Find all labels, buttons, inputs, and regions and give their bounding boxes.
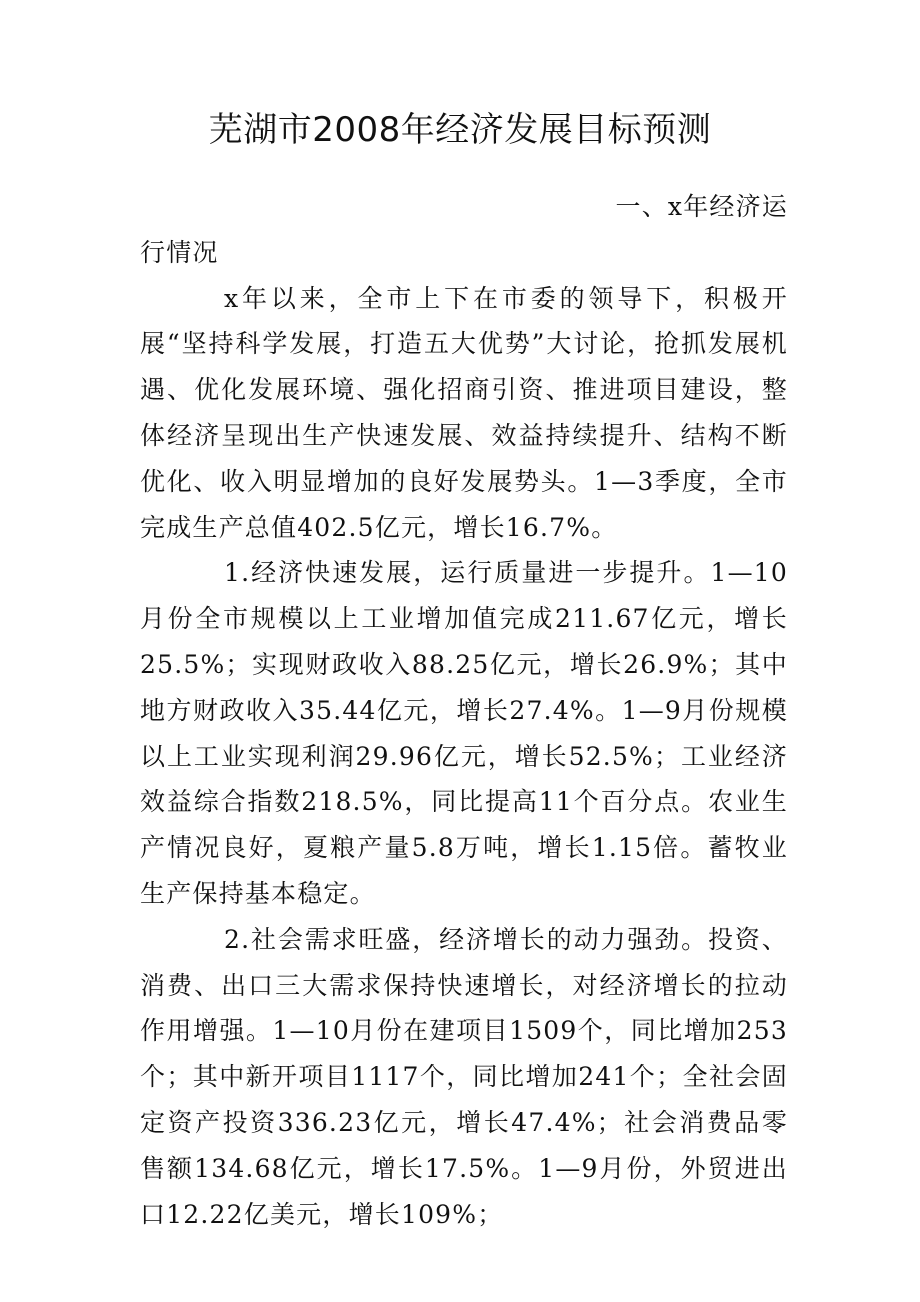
paragraph-economy: 1.经济快速发展，运行质量进一步提升。1—10月份全市规模以上工业增加值完成211.67亿元，增长25.5%；实现财政收入88.25亿元，增长26.9%；其中地方财政收入35.44亿元，增长27.4%。1—9月份规模以上工业实现利润29.96亿元，增长52.5%；工业经济效益综合指数218.5%，同比提高11个百分点。农业生产情况良好，夏粮产量5.8万吨，增长1.15倍。蓄牧业生产保持基本稳定。 xyxy=(140,558,788,908)
paragraph-intro: x年以来，全市上下在市委的领导下，积极开展“坚持科学发展，打造五大优势”大讨论，抢抓发展机遇、优化发展环境、强化招商引资、推进项目建设，整体经济呈现出生产快速发展、效益持续提升、结构不断优化、收入明显增加的良好发展势头。1—3季度，全市完成生产总值402.5亿元，增长16.7%。 xyxy=(140,283,788,542)
document-body xyxy=(140,184,788,1237)
section-heading-line2: 行情况 xyxy=(140,237,219,267)
section-heading-line1: 一、x年经济运 xyxy=(615,192,788,221)
document-title: 芜湖市2008年经济发展目标预测 xyxy=(208,110,712,150)
paragraph-demand: 2.社会需求旺盛，经济增长的动力强劲。投资、消费、出口三大需求保持快速增长，对经济增长的拉动作用增强。1—10月份在建项目1509个，同比增加253个；其中新开项目1117个，同比增加241个；全社会固定资产投资336.23亿元，增长47.4%；社会消费品零售额134.68亿元，增长17.5%。1—9月份，外贸进出口12.22亿美元，增长109%； xyxy=(140,924,788,1229)
